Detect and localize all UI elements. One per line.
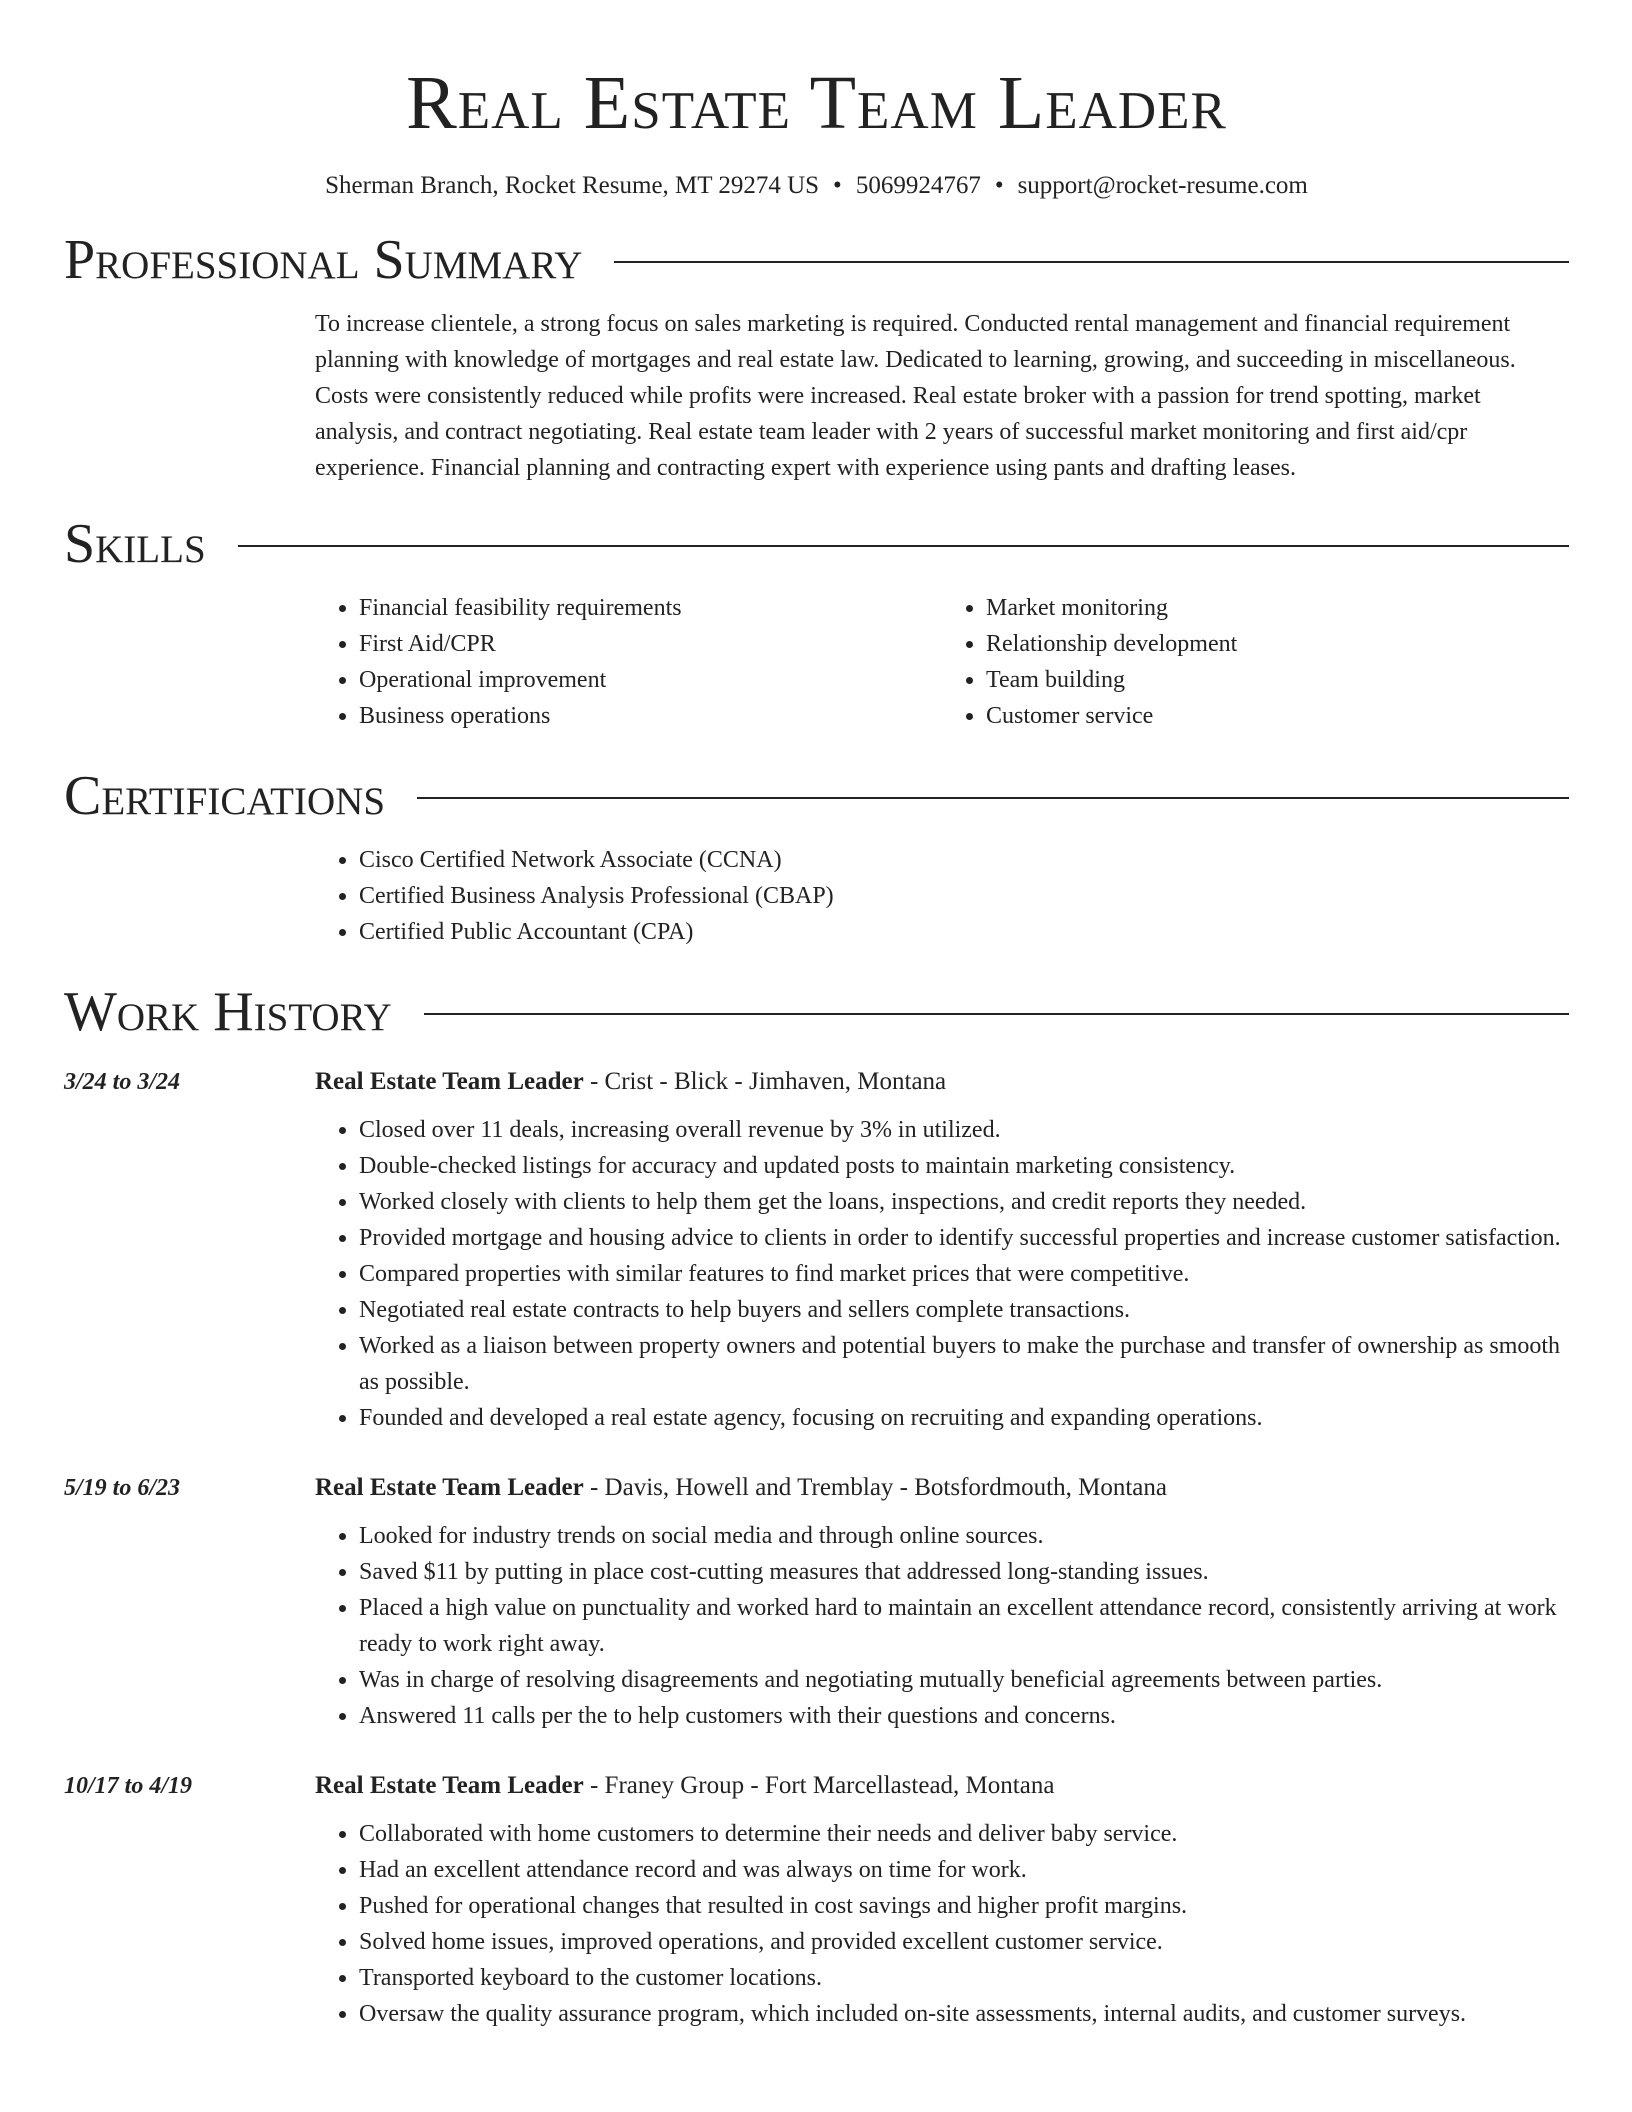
job-bullet: • Closed over 11 deals, increasing overall revenue by 3% in utilized.: [359, 1112, 1569, 1148]
certifications-section-header: [64, 764, 1569, 828]
section-divider: [424, 1013, 1569, 1015]
skill-item: • Customer service: [986, 698, 1569, 734]
job-dates: 10/17 to 4/19: [64, 1773, 193, 1799]
section-divider: [614, 261, 1569, 263]
skill-item: • Operational improvement: [359, 662, 942, 698]
section-divider: [417, 797, 1569, 799]
job-dates: 3/24 to 3/24: [64, 1069, 181, 1095]
contact-address: Sherman Branch, Rocket Resume, MT 29274 US: [325, 172, 820, 199]
job-bullet: • Was in charge of resolving disagreements and negotiating mutually beneficial agreements between parties.: [359, 1662, 1569, 1698]
skills-column-left: [315, 590, 942, 734]
certifications-list: [315, 842, 1569, 950]
job-company: - Franey Group - Fort Marcellastead, Montana: [583, 1772, 1055, 1799]
job-bullets: [315, 1816, 1569, 2032]
contact-separator: •: [994, 172, 1004, 199]
skills-section-title: Skills: [64, 513, 206, 575]
job-details: [315, 1768, 1569, 2032]
skill-item: • Business operations: [359, 698, 942, 734]
job-title-line: [315, 1064, 1569, 1100]
work-section-title: Work History: [64, 981, 392, 1043]
job-bullet: • Negotiated real estate contracts to help buyers and sellers complete transactions.: [359, 1292, 1569, 1328]
job-bullet: • Pushed for operational changes that resulted in cost savings and higher profit margins.: [359, 1888, 1569, 1924]
job-role: Real Estate Team Leader: [315, 1474, 584, 1501]
skills-list: [315, 590, 1569, 734]
skills-section-header: [64, 512, 1569, 576]
contact-line: [64, 170, 1569, 202]
job-company: - Davis, Howell and Tremblay - Botsfordmouth, Montana: [583, 1474, 1167, 1501]
job-details: [315, 1470, 1569, 1734]
job-bullet: • Saved $11 by putting in place cost-cutting measures that addressed long-standing issues.: [359, 1554, 1569, 1590]
skill-item: • First Aid/CPR: [359, 626, 942, 662]
job-bullet: • Worked closely with clients to help them get the loans, inspections, and credit reports they needed.: [359, 1184, 1569, 1220]
job-bullet: • Transported keyboard to the customer locations.: [359, 1960, 1569, 1996]
summary-section-title: Professional Summary: [64, 229, 583, 291]
job-bullet: • Answered 11 calls per the to help customers with their questions and concerns.: [359, 1698, 1569, 1734]
job-bullets: [315, 1112, 1569, 1436]
job-bullet: • Worked as a liaison between property owners and potential buyers to make the purchase and transfer of ownership as smooth as possible.: [359, 1328, 1569, 1400]
job-role: Real Estate Team Leader: [315, 1068, 584, 1095]
job-bullet: • Oversaw the quality assurance program, which included on-site assessments, internal audits, and customer surveys.: [359, 1996, 1569, 2032]
job-role: Real Estate Team Leader: [315, 1772, 584, 1799]
job-bullet: • Collaborated with home customers to determine their needs and deliver baby service.: [359, 1816, 1569, 1852]
certification-item: • Certified Business Analysis Professional (CBAP): [359, 878, 1569, 914]
skill-item: • Relationship development: [986, 626, 1569, 662]
job-title-line: [315, 1768, 1569, 1804]
skill-item: • Financial feasibility requirements: [359, 590, 942, 626]
contact-email: support@rocket-resume.com: [1017, 172, 1308, 199]
job-company: - Crist - Blick - Jimhaven, Montana: [583, 1068, 947, 1095]
certification-item: • Cisco Certified Network Associate (CCNA): [359, 842, 1569, 878]
job-dates: 5/19 to 6/23: [64, 1475, 181, 1501]
job-bullet: • Compared properties with similar features to find market prices that were competitive.: [359, 1256, 1569, 1292]
job-bullet: • Founded and developed a real estate agency, focusing on recruiting and expanding operations.: [359, 1400, 1569, 1436]
job-bullet: • Placed a high value on punctuality and worked hard to maintain an excellent attendance record, consistently arriving at work ready to work right away.: [359, 1590, 1569, 1662]
resume-page: [64, 0, 1569, 2032]
job-title-line: [315, 1470, 1569, 1506]
job-entry: [64, 1064, 1569, 1436]
skill-item: • Team building: [986, 662, 1569, 698]
certification-item: • Certified Public Accountant (CPA): [359, 914, 1569, 950]
job-bullet: • Looked for industry trends on social media and through online sources.: [359, 1518, 1569, 1554]
work-section-header: [64, 980, 1569, 1044]
certifications-section-title: Certifications: [64, 765, 386, 827]
job-bullet: • Double-checked listings for accuracy and updated posts to maintain marketing consistency.: [359, 1148, 1569, 1184]
job-bullet: • Solved home issues, improved operations, and provided excellent customer service.: [359, 1924, 1569, 1960]
job-details: [315, 1064, 1569, 1436]
candidate-name: Real Estate Team Leader: [406, 61, 1227, 145]
skill-item: • Market monitoring: [986, 590, 1569, 626]
job-bullets: [315, 1518, 1569, 1734]
job-entry: [64, 1768, 1569, 2032]
contact-phone: 5069924767: [855, 172, 981, 199]
summary-section: [315, 306, 1569, 486]
job-entry: [64, 1470, 1569, 1734]
section-divider: [238, 545, 1569, 547]
skills-column-right: [942, 590, 1569, 734]
summary-section-header: [64, 228, 1569, 292]
job-bullet: • Provided mortgage and housing advice to clients in order to identify successful properties and increase customer satisfaction.: [359, 1220, 1569, 1256]
job-bullet: • Had an excellent attendance record and was always on time for work.: [359, 1852, 1569, 1888]
summary-text: To increase clientele, a strong focus on sales marketing is required. Conducted rental management and financial requirement planning with knowledge of mortgages and real estate law. Dedicated to learning, growing, and succeeding in miscellaneous. Costs were consistently reduced while profits were increased. Real estate broker with a passion for trend spotting, market analysis, and contract negotiating. Real estate team leader with 2 years of successful market monitoring and first aid/cpr experience. Financial planning and contracting expert with experience using pants and drafting leases.: [315, 311, 1516, 481]
contact-separator: •: [833, 172, 842, 199]
certifications-bullets: [315, 842, 1569, 950]
